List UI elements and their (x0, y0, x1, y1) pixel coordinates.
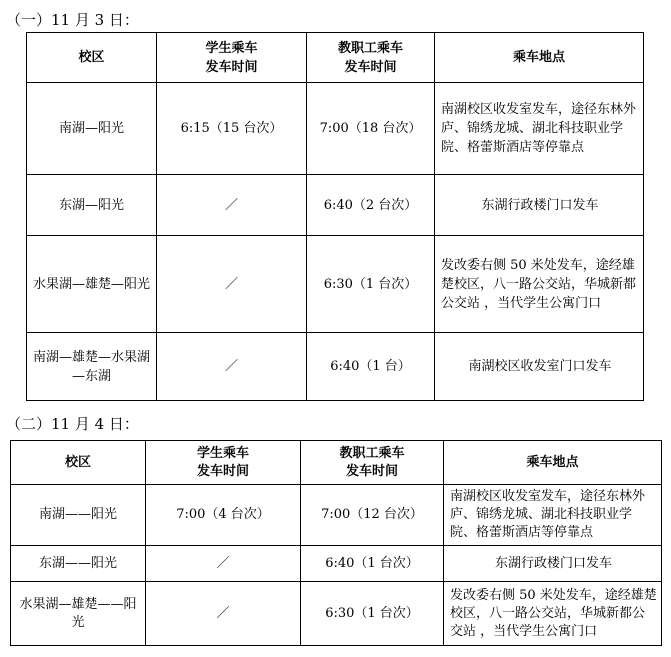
campus-cell: 水果湖—雄楚—阳光 (27, 236, 157, 333)
student-time-cell: 6:15（15 台次） (157, 83, 307, 175)
campus-cell: 南湖—阳光 (27, 83, 157, 175)
location-cell: 发改委右侧 50 米处发车，途经雄楚校区，八一路公交站，华城新都公交站 ，当代学生公寓门口 (444, 582, 662, 646)
campus-cell: 南湖—雄楚—水果湖—东湖 (27, 333, 157, 401)
staff-time-cell: 6:40（1 台次） (301, 546, 444, 582)
header-location: 乘车地点 (435, 33, 644, 83)
staff-time-cell: 6:30（1 台次） (307, 236, 435, 333)
section2-heading: （二）11 月 4 日： (6, 415, 139, 433)
table-row (27, 333, 644, 401)
table-row (27, 236, 644, 333)
student-time-cell: ／ (157, 175, 307, 236)
staff-time-cell: 7:00（18 台次） (307, 83, 435, 175)
table-header-row (27, 33, 644, 83)
location-cell: 东湖行政楼门口发车 (444, 546, 662, 582)
staff-time-cell: 6:40（2 台次） (307, 175, 435, 236)
table-header-row (11, 441, 662, 485)
campus-cell: 水果湖—雄楚——阳光 (11, 582, 146, 646)
header-student-time: 学生乘车 发车时间 (146, 441, 301, 485)
schedule-table-nov4 (10, 440, 662, 646)
header-campus: 校区 (11, 441, 146, 485)
student-time-cell: ／ (157, 333, 307, 401)
table-row (11, 582, 662, 646)
student-time-cell: ／ (157, 236, 307, 333)
staff-time-cell: 7:00（12 台次） (301, 485, 444, 546)
campus-cell: 东湖—阳光 (27, 175, 157, 236)
table-row (27, 175, 644, 236)
table-row (11, 546, 662, 582)
student-time-cell: ／ (146, 582, 301, 646)
location-cell: 南湖校区收发室发车，途径东林外庐、锦绣龙城、湖北科技职业学院、格蕾斯酒店等停靠点 (444, 485, 662, 546)
header-campus: 校区 (27, 33, 157, 83)
section1-heading: （一）11 月 3 日： (6, 11, 139, 29)
location-cell: 东湖行政楼门口发车 (435, 175, 644, 236)
staff-time-cell: 6:40（1 台） (307, 333, 435, 401)
table-row (27, 83, 644, 175)
campus-cell: 东湖——阳光 (11, 546, 146, 582)
campus-cell: 南湖——阳光 (11, 485, 146, 546)
header-location: 乘车地点 (444, 441, 662, 485)
schedule-table-nov3 (26, 32, 644, 401)
location-cell: 发改委右侧 50 米处发车，途经雄楚校区，八一路公交站，华城新都公交站 ，当代学生公寓门口 (435, 236, 644, 333)
student-time-cell: ／ (146, 546, 301, 582)
table-row (11, 485, 662, 546)
header-student-time: 学生乘车 发车时间 (157, 33, 307, 83)
header-staff-time: 教职工乘车 发车时间 (307, 33, 435, 83)
header-staff-time: 教职工乘车 发车时间 (301, 441, 444, 485)
staff-time-cell: 6:30（1 台次） (301, 582, 444, 646)
location-cell: 南湖校区收发室发车，途径东林外庐、锦绣龙城、湖北科技职业学院、格蕾斯酒店等停靠点 (435, 83, 644, 175)
student-time-cell: 7:00（4 台次） (146, 485, 301, 546)
location-cell: 南湖校区收发室门口发车 (435, 333, 644, 401)
